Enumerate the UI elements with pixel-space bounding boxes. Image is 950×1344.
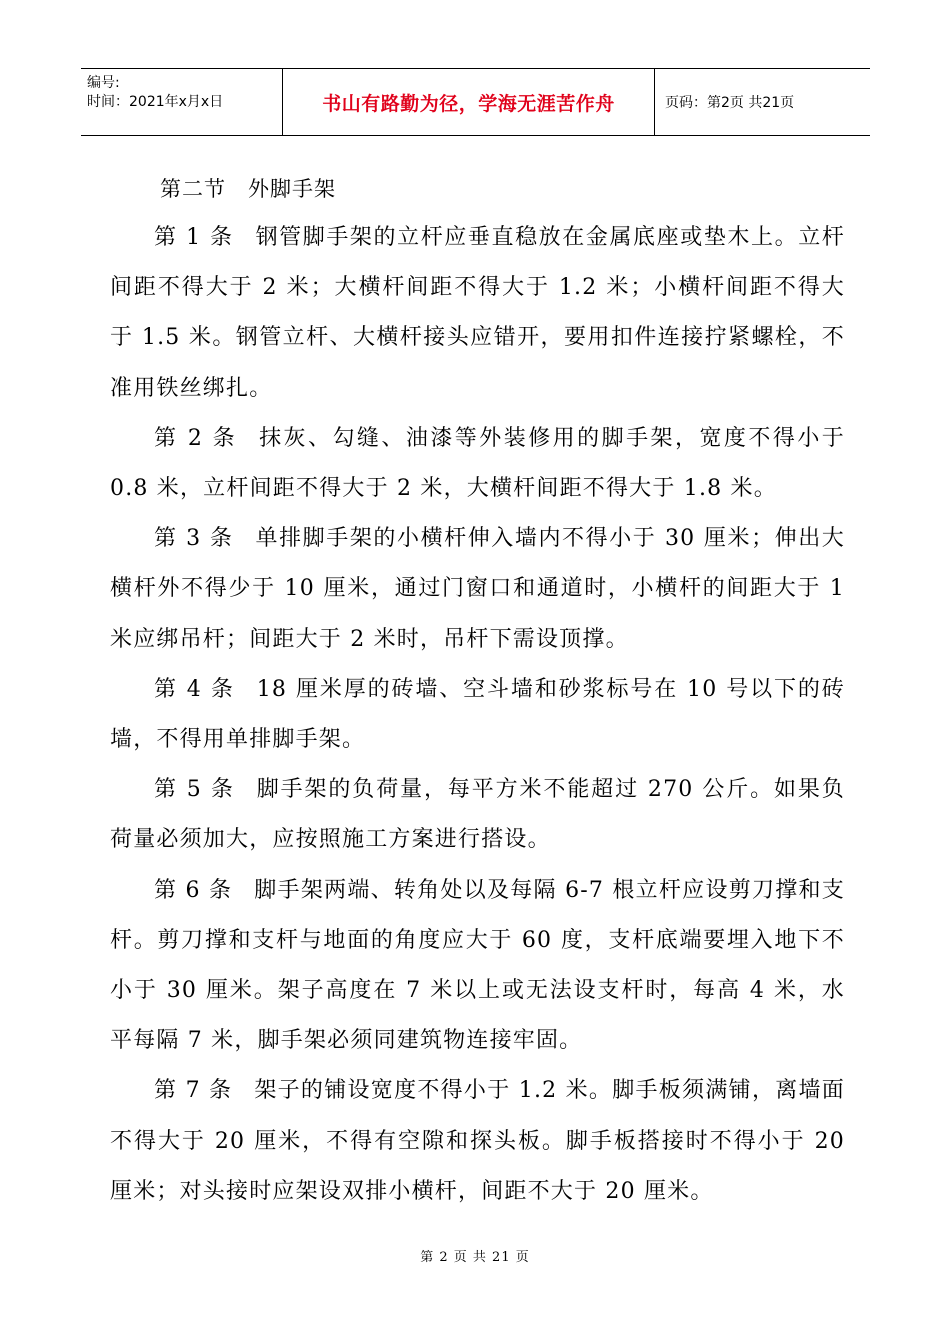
clause-paragraph: [110, 514, 845, 665]
header-page-info: 页码：第2页 共21页: [665, 95, 795, 111]
header-motto-cell: [283, 69, 655, 135]
header-page-cell: [655, 69, 870, 135]
clause-label: 第 6 条: [154, 877, 233, 903]
clause-text: 脚手架两端、转角处以及每隔 6-7 根立杆应设剪刀撑和支杆。剪刀撑和支杆与地面的角度应大于 60 度，支杆底端要埋入地下不小于 30 厘米。架子高度在 7 米以上或无法设支杆时，每高 4 米，水平每隔 7 米，脚手架必须同建筑物连接牢固。: [110, 877, 845, 1054]
clause-label: 第 7 条: [154, 1078, 233, 1104]
clause-paragraph: [110, 765, 845, 865]
clause-label: 第 1 条: [154, 225, 234, 250]
clause-paragraph: [110, 1066, 845, 1217]
clause-text: 架子的铺设宽度不得小于 1.2 米。脚手板须满铺，离墙面不得大于 20 厘米，不得有空隙和探头板。脚手板搭接时不得小于 20 厘米；对头接时应架设双排小横杆，间距不大于 20 厘米。: [110, 1078, 846, 1204]
document-time-label: 时间：2021年x月x日: [87, 94, 224, 110]
clause-text: 脚手架的负荷量，每平方米不能超过 270 公斤。如果负荷量必须加大，应按照施工方案进行搭设。: [110, 777, 845, 853]
clause-text: 钢管脚手架的立杆应垂直稳放在金属底座或垫木上。立杆间距不得大于 2 米；大横杆间距不得大于 1.2 米；小横杆间距不得大于 1.5 米。钢管立杆、大横杆接头应错开，要用扣件连接拧紧螺栓，不准用铁丝绑扎。: [110, 225, 845, 401]
clause-text: 抹灰、勾缝、油漆等外装修用的脚手架，宽度不得小于 0.8 米，立杆间距不得大于 2 米，大横杆间距不得大于 1.8 米。: [110, 425, 846, 502]
clause-label: 第 3 条: [154, 526, 234, 552]
clause-label: 第 2 条: [154, 425, 238, 451]
clause-paragraph: [110, 213, 845, 414]
clause-label: 第 5 条: [154, 777, 235, 803]
page-header: [81, 68, 870, 136]
clause-paragraph: [110, 665, 845, 765]
clause-text: 18 厘米厚的砖墙、空斗墙和砂浆标号在 10 号以下的砖墙，不得用单排脚手架。: [110, 676, 845, 753]
section-title: 第二节 外脚手架: [160, 177, 336, 201]
header-motto: 书山有路勤为径，学海无涯苦作舟: [322, 92, 615, 115]
document-body: [110, 213, 845, 1217]
clause-text: 单排脚手架的小横杆伸入墙内不得小于 30 厘米；伸出大横杆外不得少于 10 厘米，通过门窗口和通道时，小横杆的间距大于 1 米应绑吊杆；间距大于 2 米时，吊杆下需设顶撑。: [110, 526, 846, 652]
clause-label: 第 4 条: [154, 676, 235, 702]
header-meta-cell: [81, 69, 283, 135]
page-footer: 第 2 页 共 21 页: [420, 1250, 530, 1265]
clause-paragraph: [110, 866, 845, 1067]
clause-paragraph: [110, 414, 845, 514]
document-number-label: 编号:: [87, 75, 120, 91]
